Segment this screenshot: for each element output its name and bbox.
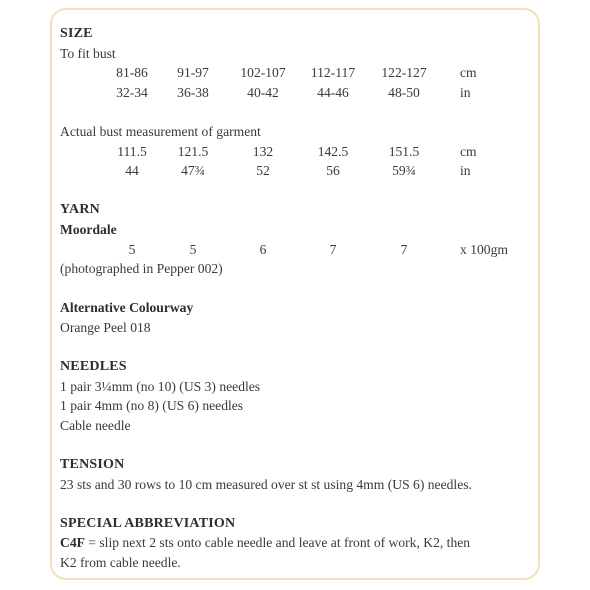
actual-cm-value: 111.5: [117, 143, 147, 159]
fit-cm-value: 102-107: [240, 65, 286, 81]
yarn-note: (photographed in Pepper 002): [60, 261, 223, 277]
yarn-quantity-row: [60, 240, 536, 260]
fit-cm-value: 122-127: [381, 65, 427, 81]
yarn-quantity: 5: [128, 241, 136, 257]
actual-cm-value: 132: [252, 143, 274, 159]
fit-cm-value: 112-117: [310, 65, 356, 81]
actual-in-value: 59¾: [392, 163, 416, 179]
needle-item: 1 pair 3¼mm (no 10) (US 3) needles: [60, 378, 261, 394]
yarn-name: Moordale: [60, 221, 117, 237]
needle-item: 1 pair 4mm (no 8) (US 6) needles: [60, 398, 244, 414]
actual-cm-value: 121.5: [177, 143, 209, 159]
alternative-colourway-heading: Alternative Colourway: [60, 300, 194, 316]
actual-cm-value: 142.5: [317, 143, 349, 159]
unit-label: in: [460, 163, 471, 179]
unit-label: in: [460, 84, 471, 100]
actual-cm-row: [60, 142, 536, 162]
yarn-quantity: 5: [189, 241, 197, 257]
actual-in-value: 56: [326, 163, 340, 179]
fit-in-value: 48-50: [388, 84, 420, 100]
fit-in-value: 44-46: [317, 84, 349, 100]
yarn-quantity: 7: [400, 241, 408, 257]
yarn-quantity: 7: [329, 241, 337, 257]
actual-bust-label: Actual bust measurement of garment: [60, 123, 261, 139]
actual-in-value: 44: [125, 163, 139, 179]
actual-in-value: 52: [256, 163, 270, 179]
fit-in-value: 40-42: [247, 84, 279, 100]
fit-cm-value: 91-97: [177, 65, 209, 81]
actual-in-value: 47¾: [181, 163, 205, 179]
actual-cm-value: 151.5: [388, 143, 420, 159]
yarn-quantity: 6: [259, 241, 267, 257]
tension-text: 23 sts and 30 rows to 10 cm measured over st st using 4mm (US 6) needles.: [60, 476, 472, 492]
abbreviation-code: C4F: [60, 535, 85, 551]
pattern-content: [60, 24, 536, 573]
needles-heading: NEEDLES: [60, 359, 127, 375]
abbreviation-definition: = slip next 2 sts onto cable needle and leave at front of work, K2, then: [84, 535, 471, 551]
fit-in-value: 32-34: [116, 84, 148, 100]
yarn-heading: YARN: [60, 202, 100, 218]
unit-label: cm: [460, 143, 477, 159]
fit-cm-value: 81-86: [116, 65, 148, 81]
alternative-colourway-value: Orange Peel 018: [60, 319, 151, 335]
needle-item: Cable needle: [60, 417, 131, 433]
to-fit-bust-label: To fit bust: [60, 45, 116, 61]
abbreviation-line: [60, 533, 536, 553]
special-abbreviation-heading: SPECIAL ABBREVIATION: [60, 515, 236, 531]
unit-label: cm: [460, 65, 477, 81]
fit-cm-row: [60, 63, 536, 83]
tension-heading: TENSION: [60, 457, 125, 473]
yarn-unit: x 100gm: [460, 241, 508, 257]
fit-in-row: [60, 83, 536, 103]
size-heading: SIZE: [60, 26, 93, 41]
fit-in-value: 36-38: [177, 84, 209, 100]
abbreviation-definition-cont: K2 from cable needle.: [60, 555, 181, 571]
actual-in-row: [60, 161, 536, 181]
